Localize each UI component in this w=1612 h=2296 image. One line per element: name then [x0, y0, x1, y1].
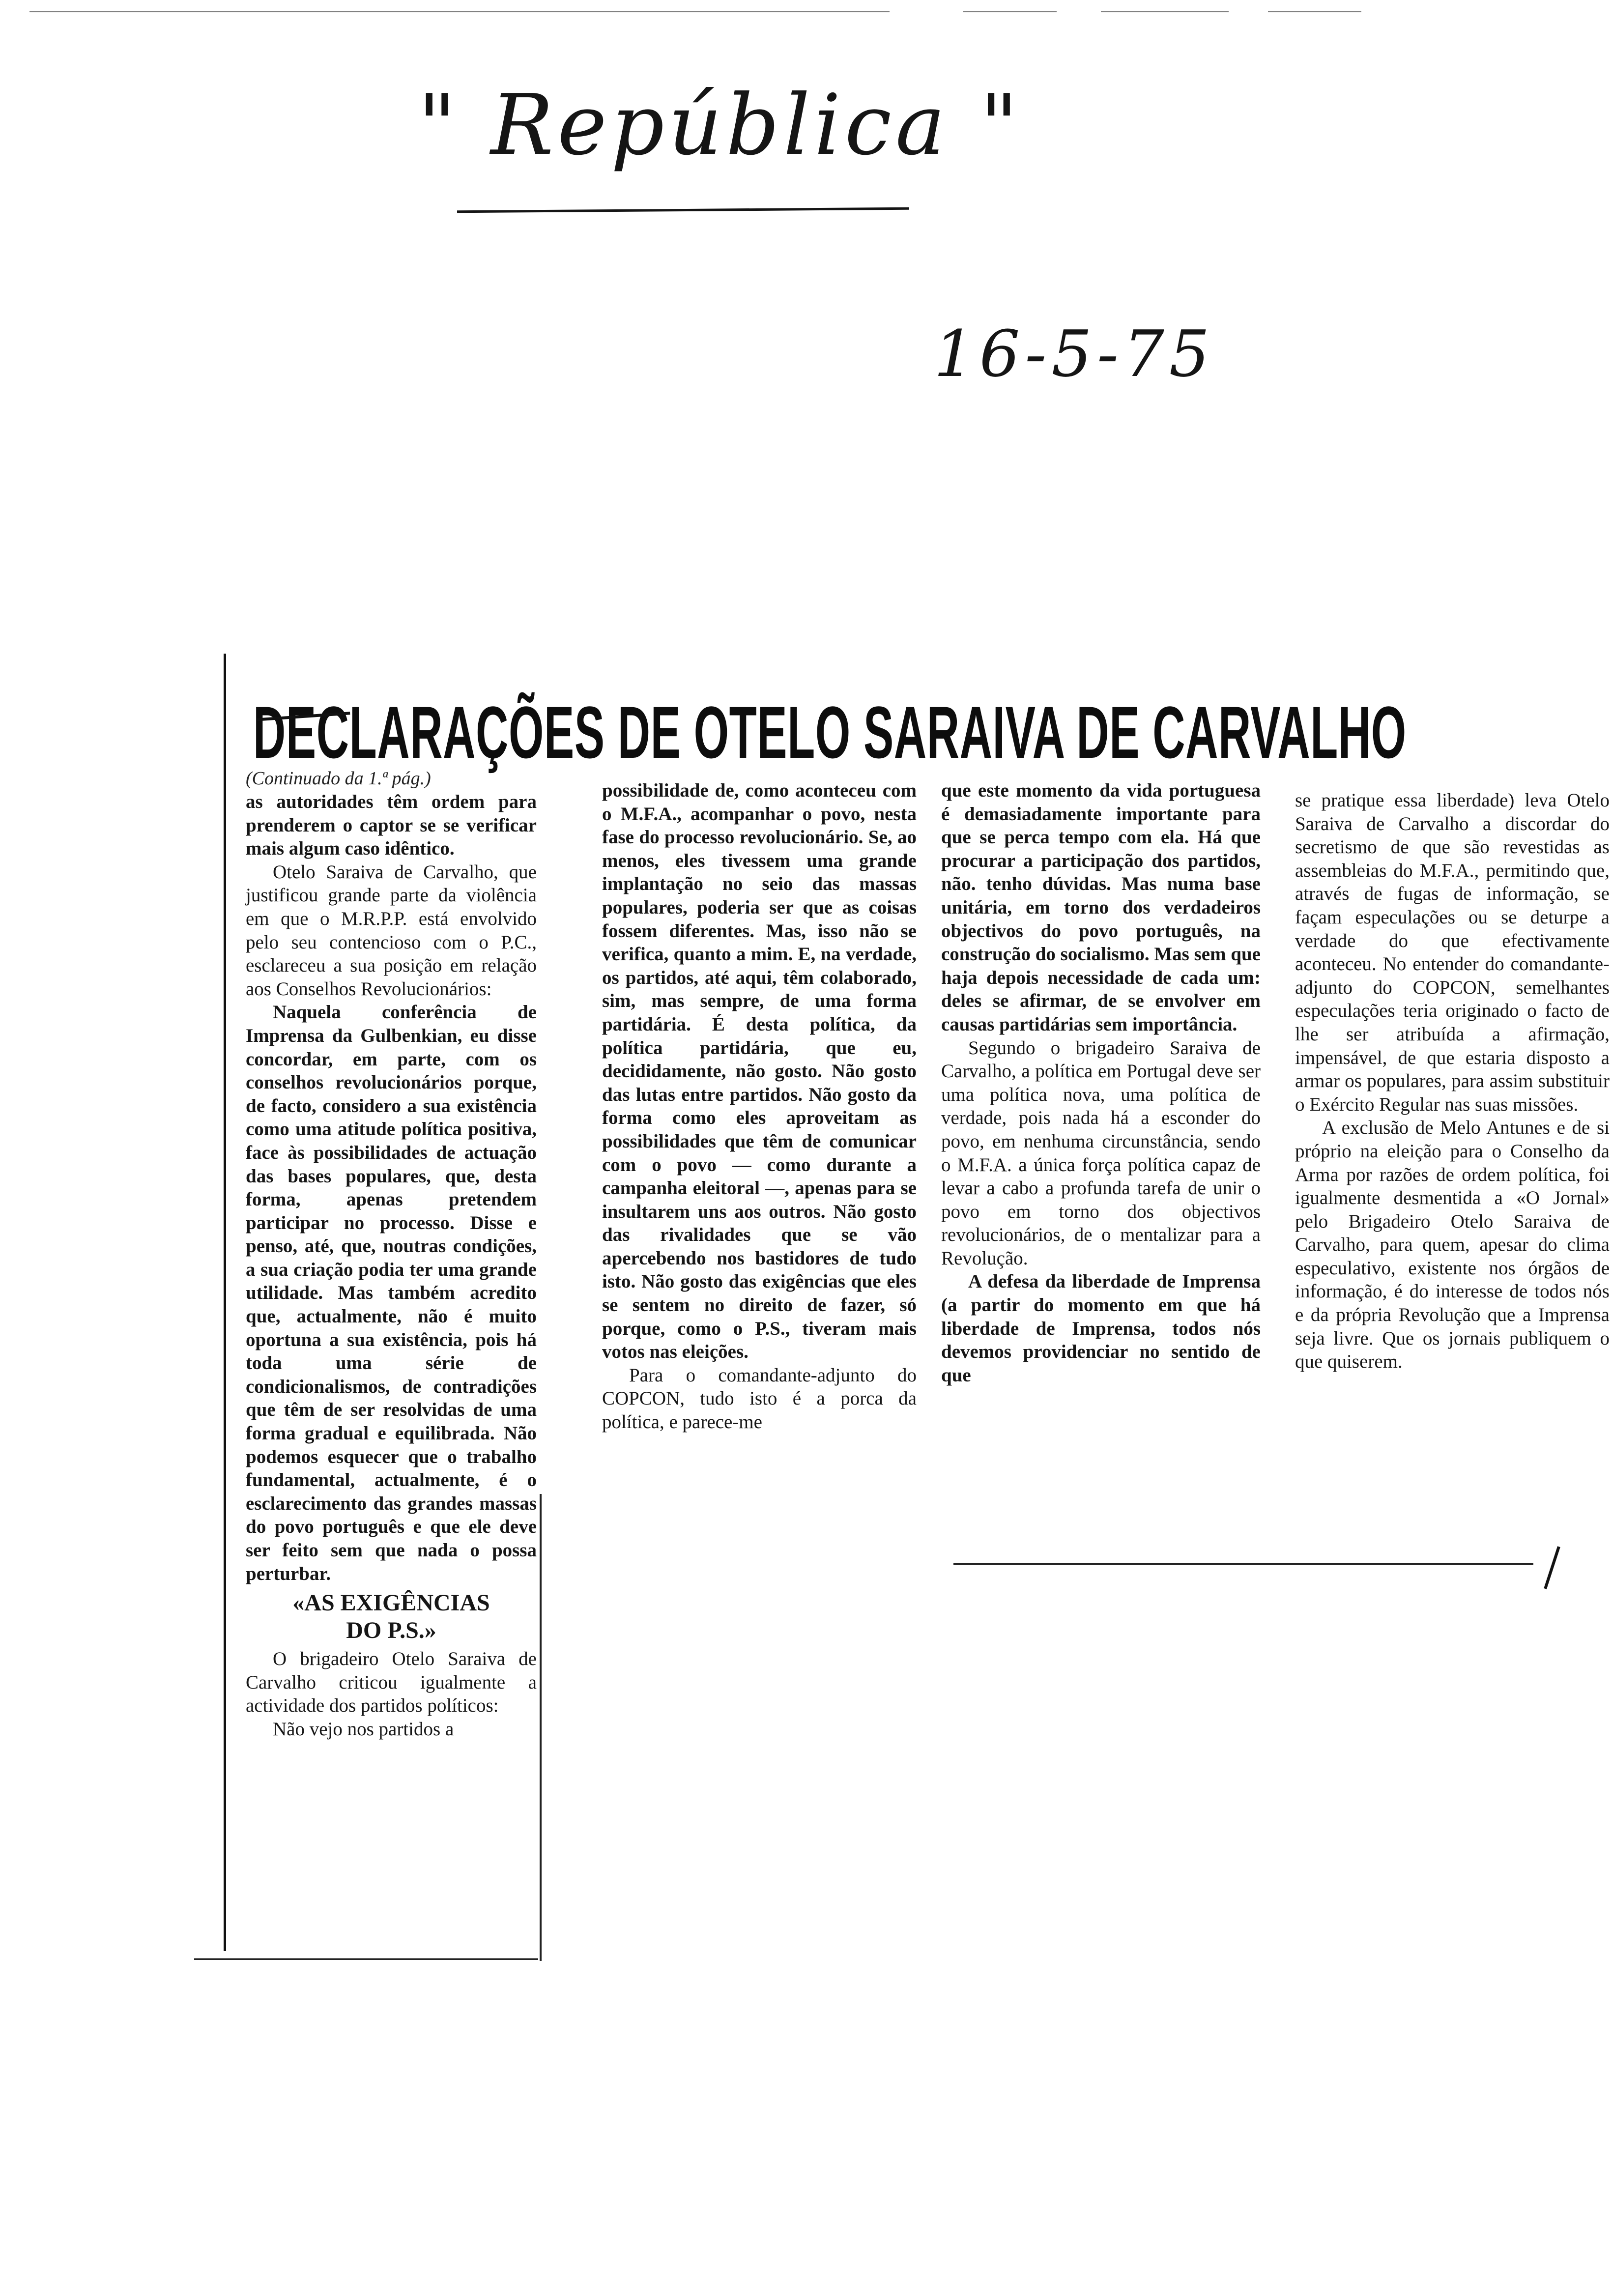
scan-artifact-line — [1101, 11, 1229, 12]
handwritten-source-title: " República " — [418, 77, 1022, 174]
handwritten-date: 16-5-75 — [934, 316, 1215, 391]
scan-artifact-line — [29, 11, 890, 12]
article-bottom-rule — [953, 1563, 1533, 1565]
paragraph: se pratique essa liberdade) leva Otelo Saraiva de Carvalho a discordar do secretismo de que são revestidas as assembleias do M.F.A., permitindo que, através de fugas de informação, se façam especulações ou se deturpe a verdade do que efectivamente aconteceu. No entender do comandante-adjunto do COPCON, semelhantes especulações teria originado o facto de lhe ser atribuída a afirmação, impensável, de que estaria disposto a armar os populares, para assim substituir o Exército Regular nas suas missões. — [1295, 790, 1610, 1115]
article-column-1 — [246, 767, 537, 1741]
article-headline: DECLARAÇÕES DE OTELO SARAIVA DE CARVALHO — [253, 691, 1407, 774]
paragraph: Para o comandante-adjunto do COPCON, tudo isto é a porca da política, e parece-me — [602, 1364, 917, 1433]
paragraph: Segundo o brigadeiro Saraiva de Carvalho, a política em Portugal deve ser uma política nova, uma política de verdade, pois nada há a esconder do povo, em nenhuma circunstância, sendo o M.F.A. a única força política capaz de levar a cabo a profunda tarefa de unir o povo em torno dos objectivos revolucionários, de o mentalizar para a Revolução. — [941, 1037, 1261, 1269]
clipping-bottom-edge — [194, 1958, 538, 1960]
paragraph: A exclusão de Melo Antunes e de si próprio na eleição para o Conselho da Arma por razões de ordem política, foi igualmente desmentida a «O Jornal» pelo Brigadeiro Otelo Saraiva de Carvalho, para quem, apesar do clima especulativo, existente nos órgãos de informação, é do interesse de todos nós e da própria Revolução que a Imprensa seja livre. Que os jornais publiquem o que quiserem. — [1295, 1117, 1610, 1373]
article-column-3 — [941, 779, 1261, 1387]
paragraph: Otelo Saraiva de Carvalho, que justificou grande parte da violência em que o M.R.P.P. está envolvido pelo seu contencioso com o P.C., esclareceu a sua posição em relação aos Conselhos Revolucionários: — [246, 861, 537, 1000]
scan-artifact-line — [1268, 11, 1361, 12]
clipping-left-edge — [224, 654, 226, 1951]
headline-ink-mark — [255, 677, 350, 721]
paragraph: Naquela conferência de Imprensa da Gulbenkian, eu disse concordar, em parte, com os conselhos revolucionários porque, de facto, considero a sua existência como uma atitude política positiva, face às possibilidades de actuação das bases populares, que, desta forma, apenas pretendem participar no processo. Disse e penso, até, que, noutras condições, a sua criação podia ter uma grande utilidade. Mas também acredito que, actualmente, não é muito oportuna a sua existência, pois há toda uma série de condicionalismos, de contradições que têm de ser resolvidas de uma forma gradual e equilibrada. Não podemos esquecer que o trabalho fundamental, actualmente, é o esclarecimento das grandes massas do povo português e que ele deve ser feito sem que nada o possa perturbar. — [246, 1002, 537, 1584]
handwritten-underline — [457, 207, 909, 213]
article-column-4 — [1295, 789, 1610, 1374]
article-column-2 — [602, 779, 917, 1434]
paragraph: O brigadeiro Otelo Saraiva de Carvalho criticou igualmente a actividade dos partidos políticos: — [246, 1648, 537, 1717]
scan-artifact-line — [963, 11, 1057, 12]
article-end-mark — [1544, 1546, 1560, 1589]
paragraph: as autoridades têm ordem para prenderem o captor se se verificar mais algum caso idêntico. — [246, 791, 537, 860]
continuation-note: (Continuado da 1.ª pág.) — [246, 768, 431, 789]
section-heading — [246, 1589, 537, 1644]
clipping-right-edge-col1 — [540, 1494, 542, 1961]
section-heading-line: «AS EXIGÊNCIAS — [292, 1590, 490, 1616]
paragraph: possibilidade de, como aconteceu com o M.F.A., acompanhar o povo, nesta fase do processo revolucionário. Se, ao menos, eles tivessem uma grande implantação no seio das massas populares, poderia ser que as coisas fossem diferentes. Mas, isso não se verifica, quanto a mim. E, na verdade, os partidos, até aqui, têm colaborado, sim, mas sempre, de uma forma partidária. É desta política, da política partidária, que eu, decididamente, não gosto. Não gosto das lutas entre partidos. Não gosto da forma como eles aproveitam as possibilidades que têm de comunicar com o povo — como durante a campanha eleitoral —, apenas para se insultarem uns aos outros. Não gosto das rivalidades que se vão apercebendo nos bastidores de tudo isto. Não gosto das exigências que eles se sentem no direito de fazer, só porque, como o P.S., tiveram mais votos nas eleições. — [602, 780, 917, 1363]
paragraph: A defesa da liberdade de Imprensa (a partir do momento em que há liberdade de Imprensa, todos nós devemos providenciar no sentido de que — [941, 1271, 1261, 1386]
section-heading-line: DO P.S.» — [346, 1617, 436, 1644]
paragraph: Não vejo nos partidos a — [273, 1718, 454, 1740]
paragraph: que este momento da vida portuguesa é demasiadamente importante para que se perca tempo com ela. Há que procurar a participação dos partidos, não. tenho dúvidas. Mas numa base unitária, em torno dos verdadeiros objectivos do povo português, na construção do socialismo. Mas sem que haja depois necessidade de cada um: deles se afirmar, de se envolver em causas partidárias sem importância. — [941, 780, 1261, 1035]
